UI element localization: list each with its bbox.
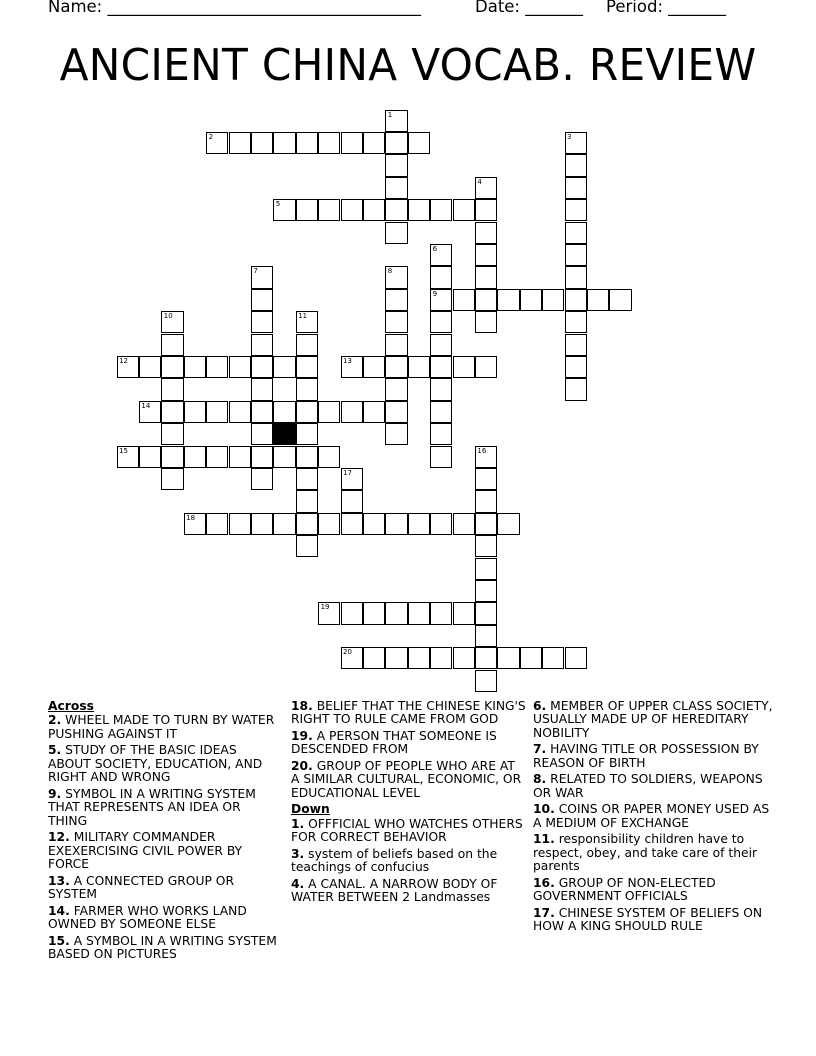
clue-number-label: 4	[477, 177, 482, 186]
clue-text: BELIEF THAT THE CHINESE KING'S RIGHT TO RULE CAME FROM GOD	[291, 699, 526, 727]
clue-number-label: 5	[275, 200, 281, 209]
grid-cell[interactable]	[565, 154, 587, 176]
grid-cell[interactable]	[565, 311, 587, 333]
grid-cell[interactable]	[296, 513, 318, 535]
grid-cell[interactable]	[363, 513, 385, 535]
clue-across-2	[48, 714, 283, 741]
grid-cell[interactable]	[565, 266, 587, 288]
grid-cell[interactable]	[251, 446, 273, 468]
grid-cell[interactable]	[565, 334, 587, 356]
grid-cell[interactable]	[385, 513, 407, 535]
clue-number-label: 2	[208, 132, 214, 141]
grid-cell[interactable]	[206, 356, 228, 378]
grid-cell[interactable]	[296, 446, 318, 468]
clue-text: SYMBOL IN A WRITING SYSTEM THAT REPRESENTS AN IDEA OR THING	[48, 786, 256, 828]
grid-cell[interactable]	[206, 513, 228, 535]
grid-cell[interactable]	[251, 378, 273, 400]
clue-number: 6.	[533, 699, 547, 713]
clue-down-7	[533, 743, 773, 770]
grid-cell[interactable]	[497, 513, 519, 535]
grid-cell[interactable]	[318, 199, 340, 221]
grid-cell[interactable]	[430, 647, 452, 669]
grid-cell[interactable]	[363, 401, 385, 423]
grid-cell[interactable]	[475, 199, 497, 221]
grid-cell[interactable]	[475, 625, 497, 647]
grid-cell[interactable]	[385, 110, 407, 132]
grid-cell[interactable]	[341, 468, 363, 490]
clue-down-17	[533, 907, 773, 934]
grid-cell[interactable]	[318, 602, 340, 624]
grid-cell[interactable]	[161, 401, 183, 423]
grid-cell[interactable]	[520, 647, 542, 669]
grid-cell[interactable]	[542, 289, 564, 311]
grid-cell[interactable]	[475, 289, 497, 311]
grid-cell[interactable]	[385, 334, 407, 356]
clue-number: 13.	[48, 873, 70, 888]
grid-cell[interactable]	[139, 401, 161, 423]
clue-number-label: 10	[163, 312, 173, 321]
clue-number-label: 3	[567, 132, 572, 141]
clue-text: MILITARY COMMANDER EXEXERCISING CIVIL POWER BY FORCE	[48, 830, 243, 872]
name-field[interactable]: Name: ______________________________________	[48, 0, 421, 16]
grid-cell[interactable]	[206, 401, 228, 423]
grid-cell[interactable]	[318, 513, 340, 535]
grid-cell[interactable]	[251, 356, 273, 378]
grid-cell[interactable]	[385, 356, 407, 378]
grid-cell[interactable]	[251, 289, 273, 311]
grid-cell[interactable]	[430, 266, 452, 288]
clue-across-20	[291, 760, 526, 800]
clue-number-label: 19	[320, 603, 330, 612]
grid-cell[interactable]	[318, 132, 340, 154]
clue-text: CHINESE SYSTEM OF BELIEFS ON HOW A KING SHOULD RULE	[533, 905, 763, 934]
grid-cell[interactable]	[385, 602, 407, 624]
clue-text: A SYMBOL IN A WRITING SYSTEM BASED ON PICTURES	[48, 933, 277, 962]
grid-cell[interactable]	[251, 468, 273, 490]
grid-cell[interactable]	[251, 401, 273, 423]
clue-across-12	[48, 831, 283, 871]
clue-number-label: 20	[343, 648, 352, 657]
grid-cell[interactable]	[161, 378, 183, 400]
grid-cell[interactable]	[385, 266, 407, 288]
grid-cell[interactable]	[117, 446, 139, 468]
grid-cell[interactable]	[273, 356, 295, 378]
clue-number: 8.	[533, 772, 547, 787]
grid-cell[interactable]	[161, 356, 183, 378]
grid-cell[interactable]	[385, 647, 407, 669]
grid-cell[interactable]	[453, 513, 475, 535]
grid-cell[interactable]	[161, 423, 183, 445]
grid-cell[interactable]	[184, 513, 206, 535]
clues-column-3	[533, 700, 773, 937]
clue-number: 14.	[48, 903, 70, 918]
grid-cell[interactable]	[430, 423, 452, 445]
clue-number: 9.	[48, 786, 62, 801]
grid-cell[interactable]	[161, 446, 183, 468]
clue-text: FARMER WHO WORKS LAND OWNED BY SOMEONE ELSE	[48, 903, 247, 932]
date-field[interactable]: Date: _______	[475, 0, 583, 16]
across-heading: Across	[48, 699, 94, 713]
grid-cell[interactable]	[341, 132, 363, 154]
clue-across-18	[291, 700, 526, 727]
grid-cell[interactable]	[229, 401, 251, 423]
clue-number-label: 13	[343, 356, 352, 365]
grid-cell[interactable]	[497, 647, 519, 669]
grid-cell[interactable]	[341, 401, 363, 423]
grid-cell[interactable]	[251, 334, 273, 356]
grid-cell[interactable]	[408, 356, 430, 378]
grid-cell[interactable]	[318, 446, 340, 468]
grid-cell[interactable]	[475, 647, 497, 669]
clue-down-3	[291, 848, 526, 875]
grid-cell[interactable]	[296, 199, 318, 221]
grid-cell[interactable]	[385, 311, 407, 333]
grid-cell[interactable]	[430, 334, 452, 356]
grid-cell[interactable]	[475, 558, 497, 580]
grid-cell[interactable]	[475, 446, 497, 468]
clue-number: 10.	[533, 802, 555, 817]
grid-cell[interactable]	[363, 647, 385, 669]
clue-number-label: 17	[343, 468, 352, 477]
grid-cell[interactable]	[475, 580, 497, 602]
grid-cell[interactable]	[385, 378, 407, 400]
clue-across-14	[48, 905, 283, 932]
grid-cell[interactable]	[565, 289, 587, 311]
clue-number-label: 18	[186, 513, 196, 522]
grid-cell[interactable]	[430, 378, 452, 400]
clue-across-15	[48, 935, 283, 962]
clue-text: MEMBER OF UPPER CLASS SOCIETY, USUALLY MADE UP OF HEREDITARY NOBILITY	[533, 699, 773, 740]
clue-text: A CONNECTED GROUP OR SYSTEM	[48, 873, 235, 902]
grid-cell[interactable]	[475, 222, 497, 244]
grid-cell[interactable]	[453, 289, 475, 311]
grid-cell[interactable]	[251, 513, 273, 535]
grid-cell[interactable]	[296, 334, 318, 356]
clue-down-10	[533, 803, 773, 830]
grid-cell[interactable]	[385, 199, 407, 221]
clue-across-5	[48, 744, 283, 784]
clue-number: 12.	[48, 830, 70, 845]
grid-cell[interactable]	[475, 490, 497, 512]
grid-cell[interactable]	[475, 311, 497, 333]
grid-cell[interactable]	[341, 356, 363, 378]
grid-cell[interactable]	[161, 311, 183, 333]
grid-cell[interactable]	[296, 423, 318, 445]
grid-cell[interactable]	[341, 490, 363, 512]
grid-cell[interactable]	[385, 289, 407, 311]
grid-cell[interactable]	[565, 199, 587, 221]
clue-text: HAVING TITLE OR POSSESSION BY REASON OF BIRTH	[533, 742, 759, 770]
grid-cell[interactable]	[273, 132, 295, 154]
grid-cell[interactable]	[296, 311, 318, 333]
grid-cell[interactable]	[475, 535, 497, 557]
grid-cell[interactable]	[453, 356, 475, 378]
grid-cell[interactable]	[385, 154, 407, 176]
grid-cell[interactable]	[296, 378, 318, 400]
grid-cell[interactable]	[296, 468, 318, 490]
grid-cell[interactable]	[453, 602, 475, 624]
grid-cell[interactable]	[430, 244, 452, 266]
clue-text: OFFFICIAL WHO WATCHES OTHERS FOR CORRECT BEHAVIOR	[291, 816, 523, 845]
clue-text: GROUP OF PEOPLE WHO ARE AT A SIMILAR CULTURAL, ECONOMIC, OR EDUCATIONAL LEVEL	[291, 759, 522, 800]
clue-number: 5.	[48, 743, 62, 758]
clue-text: GROUP OF NON-ELECTED GOVERNMENT OFFICIALS	[533, 875, 716, 904]
grid-cell[interactable]	[206, 132, 228, 154]
grid-cell[interactable]	[363, 199, 385, 221]
clue-across-19	[291, 730, 526, 757]
grid-cell[interactable]	[609, 289, 631, 311]
clue-number: 1.	[291, 816, 305, 831]
page-title: ANCIENT CHINA VOCAB. REVIEW	[59, 40, 757, 91]
grid-cell[interactable]	[296, 356, 318, 378]
grid-cell[interactable]	[565, 244, 587, 266]
clue-text: A PERSON THAT SOMEONE IS DESCENDED FROM	[291, 729, 497, 757]
grid-cell[interactable]	[408, 132, 430, 154]
grid-cell[interactable]	[139, 446, 161, 468]
grid-cell[interactable]	[385, 132, 407, 154]
grid-cell[interactable]	[363, 602, 385, 624]
grid-cell[interactable]	[251, 132, 273, 154]
grid-cell[interactable]	[229, 446, 251, 468]
clues-column-1	[48, 700, 283, 965]
grid-cell[interactable]	[430, 513, 452, 535]
clue-number: 2.	[48, 713, 62, 728]
grid-cell[interactable]	[475, 670, 497, 692]
clue-across-13	[48, 875, 283, 902]
clue-number: 16.	[533, 875, 555, 890]
clue-number: 19.	[291, 729, 313, 743]
clue-number-label: 12	[119, 356, 128, 365]
grid-cell[interactable]	[408, 513, 430, 535]
grid-cell[interactable]	[453, 647, 475, 669]
black-cell	[273, 423, 295, 445]
clue-down-16	[533, 877, 773, 904]
grid-cell[interactable]	[385, 222, 407, 244]
grid-cell[interactable]	[273, 401, 295, 423]
grid-cell[interactable]	[341, 199, 363, 221]
clue-text: RELATED TO SOLDIERS, WEAPONS OR WAR	[533, 772, 763, 800]
grid-cell[interactable]	[565, 132, 587, 154]
clue-number-label: 1	[387, 110, 393, 119]
grid-cell[interactable]	[475, 513, 497, 535]
grid-cell[interactable]	[430, 311, 452, 333]
grid-cell[interactable]	[251, 266, 273, 288]
clue-number: 7.	[533, 742, 547, 757]
down-heading: Down	[291, 802, 330, 817]
grid-cell[interactable]	[430, 446, 452, 468]
grid-cell[interactable]	[363, 132, 385, 154]
grid-cell[interactable]	[430, 401, 452, 423]
grid-cell[interactable]	[587, 289, 609, 311]
grid-cell[interactable]	[565, 647, 587, 669]
grid-cell[interactable]	[296, 132, 318, 154]
grid-cell[interactable]	[117, 356, 139, 378]
grid-cell[interactable]	[385, 423, 407, 445]
grid-cell[interactable]	[229, 513, 251, 535]
clue-text: STUDY OF THE BASIC IDEAS ABOUT SOCIETY, EDUCATION, AND RIGHT AND WRONG	[48, 743, 263, 785]
grid-cell[interactable]	[363, 356, 385, 378]
clue-number-label: 16	[477, 446, 487, 455]
clue-text: system of beliefs based on the teachings of confucius	[291, 846, 498, 875]
clue-across-9	[48, 788, 283, 828]
clue-text: WHEEL MADE TO TURN BY WATER PUSHING AGAINST IT	[48, 713, 275, 741]
grid-cell[interactable]	[565, 378, 587, 400]
clue-number-label: 9	[432, 289, 438, 298]
grid-cell[interactable]	[139, 356, 161, 378]
clue-number: 4.	[291, 876, 305, 891]
clue-text: responsibility children have to respect, obey, and take care of their parents	[533, 832, 758, 874]
grid-cell[interactable]	[475, 244, 497, 266]
clue-down-6	[533, 700, 773, 740]
grid-cell[interactable]	[341, 513, 363, 535]
grid-cell[interactable]	[273, 199, 295, 221]
clue-number: 18.	[291, 699, 313, 713]
clue-down-4	[291, 878, 526, 905]
clue-number-label: 14	[141, 401, 151, 410]
grid-cell[interactable]	[430, 199, 452, 221]
clue-down-8	[533, 773, 773, 800]
grid-cell[interactable]	[229, 132, 251, 154]
clues-column-2	[291, 700, 526, 908]
grid-cell[interactable]	[161, 334, 183, 356]
clue-number-label: 7	[253, 267, 258, 276]
grid-cell[interactable]	[565, 222, 587, 244]
grid-cell[interactable]	[296, 490, 318, 512]
grid-cell[interactable]	[430, 356, 452, 378]
grid-cell[interactable]	[184, 446, 206, 468]
clue-number-label: 8	[387, 267, 393, 276]
grid-cell[interactable]	[206, 446, 228, 468]
grid-cell[interactable]	[475, 266, 497, 288]
clue-down-1	[291, 818, 526, 845]
grid-cell[interactable]	[475, 602, 497, 624]
grid-cell[interactable]	[475, 177, 497, 199]
grid-cell[interactable]	[565, 177, 587, 199]
grid-cell[interactable]	[385, 177, 407, 199]
grid-cell[interactable]	[475, 468, 497, 490]
grid-cell[interactable]	[341, 647, 363, 669]
grid-cell[interactable]	[318, 401, 340, 423]
clue-number: 15.	[48, 933, 70, 948]
grid-cell[interactable]	[408, 602, 430, 624]
grid-cell[interactable]	[273, 513, 295, 535]
grid-cell[interactable]	[229, 356, 251, 378]
grid-cell[interactable]	[296, 535, 318, 557]
grid-cell[interactable]	[542, 647, 564, 669]
clue-number: 17.	[533, 905, 555, 920]
clue-number-label: 15	[119, 446, 128, 455]
grid-cell[interactable]	[296, 401, 318, 423]
clue-down-11	[533, 833, 773, 873]
clue-number: 3.	[291, 846, 305, 861]
grid-cell[interactable]	[385, 401, 407, 423]
grid-cell[interactable]	[341, 602, 363, 624]
clue-number: 20.	[291, 759, 313, 773]
grid-cell[interactable]	[520, 289, 542, 311]
grid-cell[interactable]	[430, 602, 452, 624]
grid-cell[interactable]	[184, 401, 206, 423]
clue-number-label: 6	[432, 244, 438, 253]
grid-cell[interactable]	[184, 356, 206, 378]
clue-number-label: 11	[298, 312, 308, 321]
grid-cell[interactable]	[273, 446, 295, 468]
grid-cell[interactable]	[408, 199, 430, 221]
grid-cell[interactable]	[453, 199, 475, 221]
period-field[interactable]: Period: _______	[606, 0, 727, 16]
clue-number: 11.	[533, 832, 555, 847]
grid-cell[interactable]	[565, 356, 587, 378]
clue-text: A CANAL. A NARROW BODY OF WATER BETWEEN 2 Landmasses	[291, 876, 498, 905]
grid-cell[interactable]	[497, 289, 519, 311]
grid-cell[interactable]	[408, 647, 430, 669]
grid-cell[interactable]	[251, 311, 273, 333]
grid-cell[interactable]	[430, 289, 452, 311]
clue-text: COINS OR PAPER MONEY USED AS A MEDIUM OF EXCHANGE	[533, 802, 770, 830]
grid-cell[interactable]	[475, 356, 497, 378]
grid-cell[interactable]	[161, 468, 183, 490]
grid-cell[interactable]	[251, 423, 273, 445]
